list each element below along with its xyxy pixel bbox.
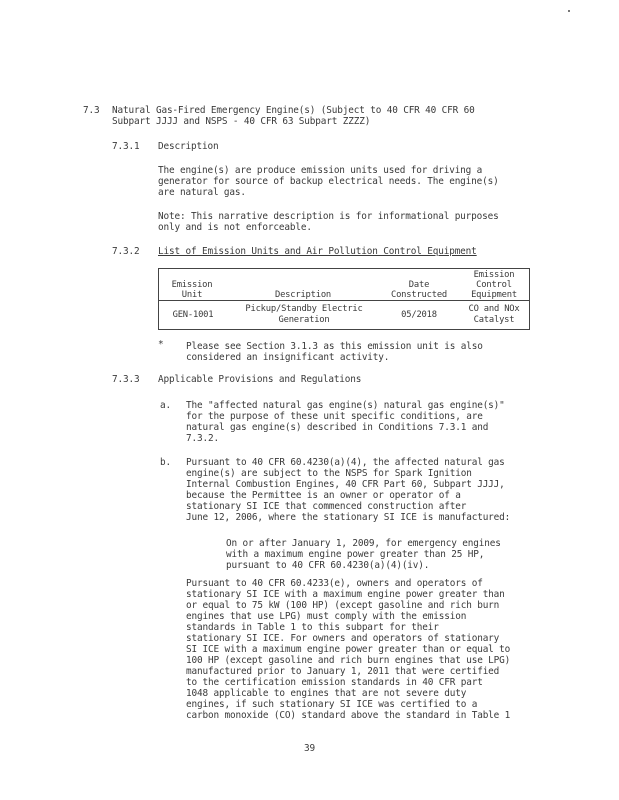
table-bottom-rule [158,329,530,330]
subsection-heading-applicable-provisions: Applicable Provisions and Regulations [158,374,362,385]
section-number: 7.3 [83,105,100,116]
item-b-line: Internal Combustion Engines, 40 CFR Part 60, Subpart JJJJ, [186,479,505,490]
row-date-constructed: 05/2018 [401,310,437,320]
scan-speck [568,10,570,12]
header-unit-line-2: Unit [181,290,203,300]
note-line: only and is not enforceable. [158,222,312,233]
subsection-number-731: 7.3.1 [112,141,140,152]
item-b-line: Pursuant to 40 CFR 60.4230(a)(4), the affected natural gas [186,457,505,468]
item-b-continuation-line: 100 HP (except gasoline and rich burn engines that use LPG) [186,655,511,666]
item-b-continuation-line: stationary SI ICE with a maximum engine power greater than [186,589,505,600]
emission-units-table [158,266,530,330]
item-b-continuation-line: Pursuant to 40 CFR 60.4233(e), owners and operators of [186,578,483,589]
row-control-line-2: Catalyst [473,315,515,325]
subsection-number-733: 7.3.3 [112,374,140,385]
item-b-label: b. [160,457,171,468]
item-a-line: for the purpose of these unit specific conditions, are [186,411,483,422]
item-b-continuation-line: standards in Table 1 to this subpart for their [186,622,439,633]
header-unit-line-1: Emission [171,280,213,290]
description-paragraph-line: generator for source of backup electrical needs. The engine(s) [158,176,499,187]
header-description: Description [274,290,332,300]
section-title-line-1: Natural Gas-Fired Emergency Engine(s) (Subject to 40 CFR 40 CFR 60 [112,105,475,116]
item-b-line: because the Permittee is an owner or operator of a [186,490,461,501]
item-a-line: natural gas engine(s) described in Conditions 7.3.1 and [186,422,489,433]
item-b-continuation-line: engines that use LPG) must comply with the emission [186,611,467,622]
item-a-label: a. [160,400,171,411]
subsection-heading-emission-units: List of Emission Units and Air Pollution Control Equipment [158,246,477,257]
header-equipment-line-1: Emission [473,270,515,280]
page-number: 39 [304,743,315,754]
item-b-line: stationary SI ICE that commenced construction after [186,501,467,512]
item-b-line: June 12, 2006, where the stationary SI ICE is manufactured: [186,512,511,523]
note-line: Note: This narrative description is for informational purposes [158,211,499,222]
item-b-continuation-line: 1048 applicable to engines that are not severe duty [186,688,467,699]
header-date-line-1: Date [408,280,430,290]
row-unit-id: GEN-1001 [172,310,214,320]
item-b-continuation-line: or equal to 75 kW (100 HP) (except gasoline and rich burn [186,600,500,611]
footnote-marker: * [158,339,164,350]
item-b-line: engine(s) are subject to the NSPS for Spark Ignition [186,468,472,479]
footnote-line: considered an insignificant activity. [186,352,390,363]
table-header-rule [158,300,530,301]
subsection-number-732: 7.3.2 [112,246,140,257]
table-top-rule [158,268,530,269]
item-b-continuation-line: to the certification emission standards in 40 CFR part [186,677,483,688]
section-title-line-2: Subpart JJJJ and NSPS - 40 CFR 63 Subpart ZZZZ) [112,116,371,127]
item-b-quote-line: pursuant to 40 CFR 60.4230(a)(4)(iv). [226,560,430,571]
footnote-line: Please see Section 3.1.3 as this emission unit is also [186,341,483,352]
header-date-line-2: Constructed [390,290,448,300]
item-a-line: The "affected natural gas engine(s) natural gas engine(s)" [186,400,505,411]
item-b-continuation-line: carbon monoxide (CO) standard above the standard in Table 1 [186,710,511,721]
item-b-continuation-line: manufactured prior to January 1, 2011 that were certified [186,666,500,677]
row-control-line-1: CO and NOx [468,304,520,314]
subsection-heading-description: Description [158,141,219,152]
description-paragraph-line: The engine(s) are produce emission units used for driving a [158,165,483,176]
description-paragraph-line: are natural gas. [158,187,246,198]
header-equipment-line-3: Equipment [471,290,517,300]
header-equipment-line-2: Control [476,280,512,290]
row-description-line-2: Generation [278,315,330,325]
item-a-line: 7.3.2. [186,433,219,444]
item-b-quote-line: with a maximum engine power greater than 25 HP, [226,549,485,560]
item-b-quote-line: On or after January 1, 2009, for emergency engines [226,538,501,549]
item-b-continuation-line: SI ICE with a maximum engine power greater than or equal to [186,644,511,655]
item-b-continuation-line: engines, if such stationary SI ICE was certified to a [186,699,478,710]
row-description-line-1: Pickup/Standby Electric [245,304,363,314]
item-b-continuation-line: stationary SI ICE. For owners and operators of stationary [186,633,500,644]
